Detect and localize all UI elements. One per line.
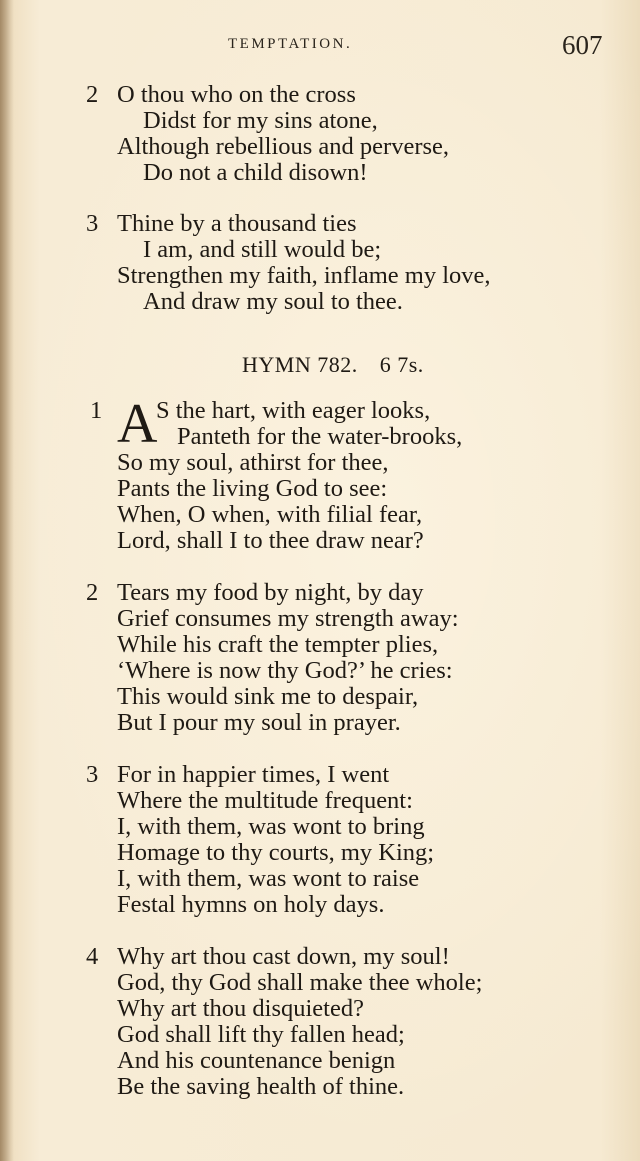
verse-line: S the hart, with eager looks, (156, 397, 431, 424)
verse-line: Thine by a thousand ties (117, 210, 357, 237)
stanza-number: 2 (86, 81, 99, 108)
verse-line: Panteth for the water-brooks, (177, 423, 463, 450)
stanza-number: 1 (90, 397, 103, 424)
stanza-number: 2 (86, 579, 99, 606)
hymn-title: HYMN 782. (242, 352, 358, 377)
verse-line: Lord, shall I to thee draw near? (117, 527, 424, 554)
verse-line: Pants the living God to see: (117, 475, 388, 502)
hymn-heading (242, 352, 424, 378)
verse-line: This would sink me to despair, (117, 683, 419, 710)
verse-line: Where the multitude frequent: (117, 787, 413, 814)
verse-line: Although rebellious and perverse, (117, 133, 450, 160)
verse-line: I, with them, was wont to bring (117, 813, 425, 840)
verse-line: Grief consumes my strength away: (117, 605, 459, 632)
verse-line: God shall lift thy fallen head; (117, 1021, 405, 1048)
verse-line: Why art thou cast down, my soul! (117, 943, 450, 970)
stanza-number: 3 (86, 210, 99, 237)
verse-line: Festal hymns on holy days. (117, 891, 385, 918)
verse-line: Why art thou disquieted? (117, 995, 364, 1022)
verse-line: God, thy God shall make thee whole; (117, 969, 483, 996)
stanza-number: 4 (86, 943, 99, 970)
page-number: 607 (562, 30, 603, 60)
hymn-meter: 6 7s. (379, 352, 424, 377)
verse-line: Tears my food by night, by day (117, 579, 424, 606)
verse-line: Do not a child disown! (143, 159, 368, 186)
verse-line: I am, and still would be; (143, 236, 382, 263)
verse-line: So my soul, athirst for thee, (117, 449, 389, 476)
verse-line: O thou who on the cross (117, 81, 356, 108)
stanza-number: 3 (86, 761, 99, 788)
drop-cap: A (117, 393, 158, 455)
verse-line: Didst for my sins atone, (143, 107, 378, 134)
verse-line: When, O when, with filial fear, (117, 501, 423, 528)
verse-line: Homage to thy courts, my King; (117, 839, 435, 866)
verse-line: I, with them, was wont to raise (117, 865, 420, 892)
verse-line: While his craft the tempter plies, (117, 631, 439, 658)
verse-line: And his countenance benign (117, 1047, 396, 1074)
verse-line: ‘Where is now thy God?’ he cries: (117, 657, 453, 684)
verse-line: Strengthen my faith, inflame my love, (117, 262, 491, 289)
verse-line: For in happier times, I went (117, 761, 390, 788)
binding-shadow (0, 0, 14, 1161)
verse-line: And draw my soul to thee. (143, 288, 403, 315)
verse-line: Be the saving health of thine. (117, 1073, 405, 1100)
running-head: TEMPTATION. (228, 36, 353, 52)
verse-line: But I pour my soul in prayer. (117, 709, 401, 736)
